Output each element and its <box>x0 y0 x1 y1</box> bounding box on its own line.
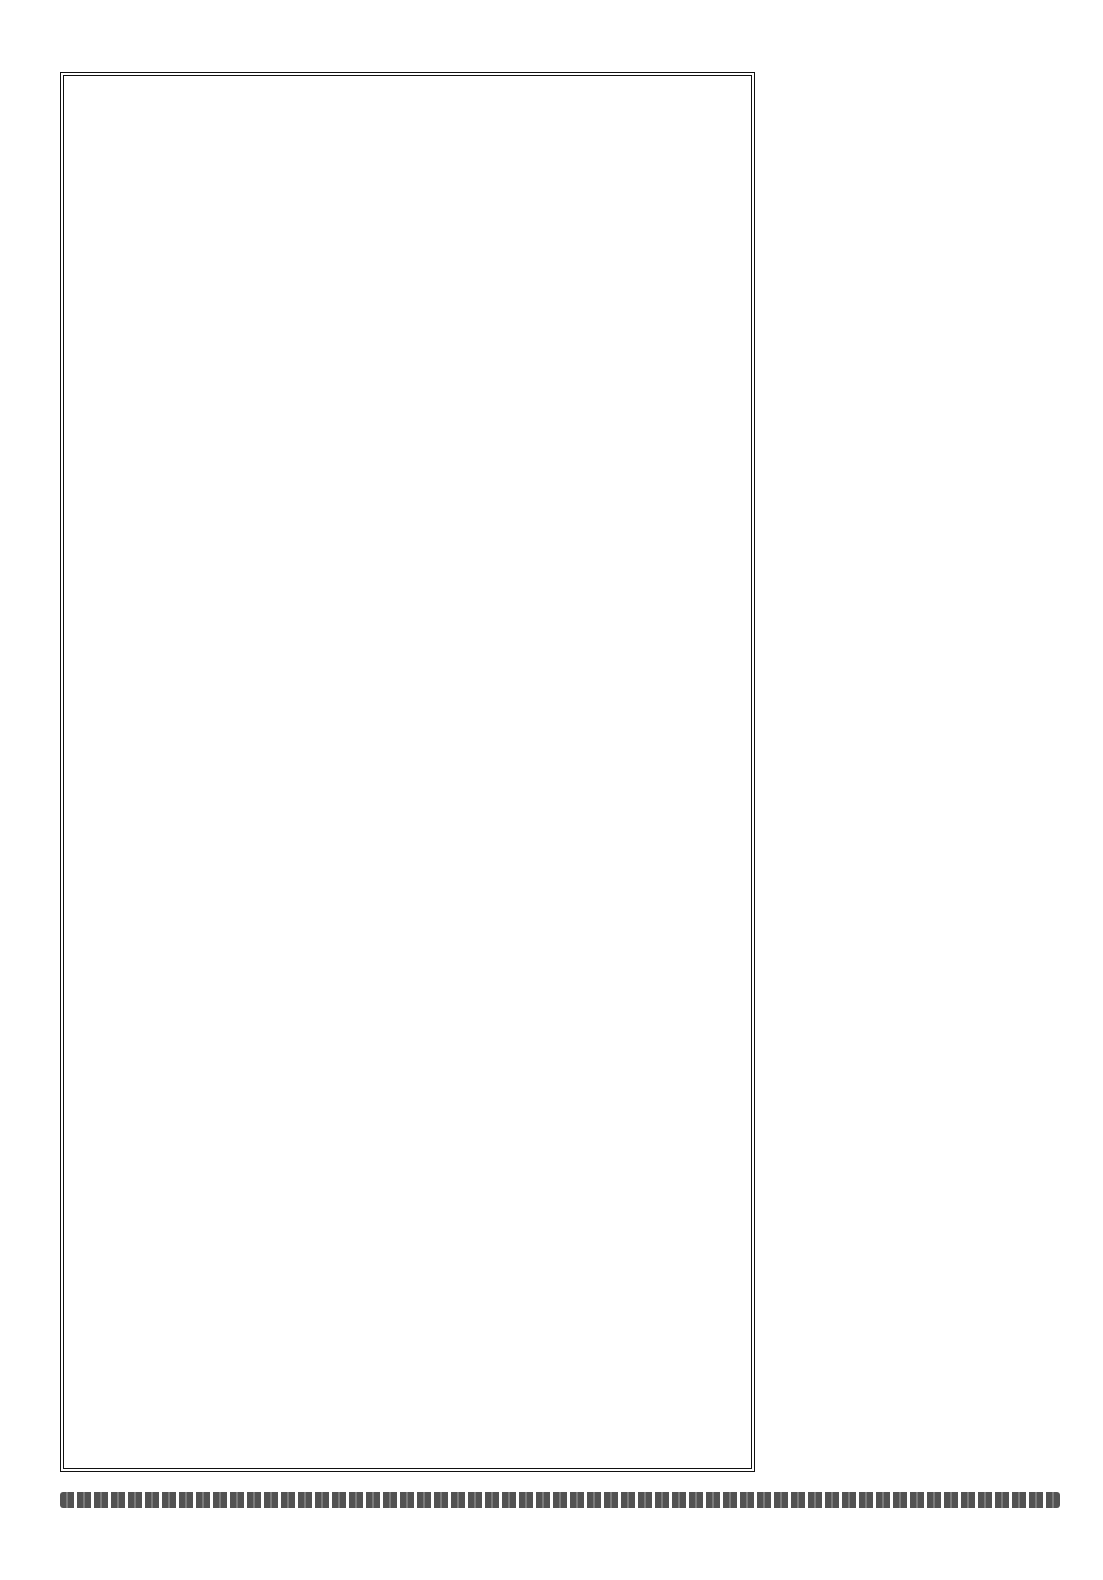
footer-text-line <box>60 1492 1060 1508</box>
header-text-line-cont <box>40 24 536 58</box>
page-header <box>40 14 1060 68</box>
main-commentary-column <box>70 84 746 1462</box>
header-text-line <box>564 24 1060 58</box>
footer-note <box>60 1480 1060 1520</box>
scan-margin <box>60 1540 1060 1570</box>
side-column <box>760 72 1060 1472</box>
